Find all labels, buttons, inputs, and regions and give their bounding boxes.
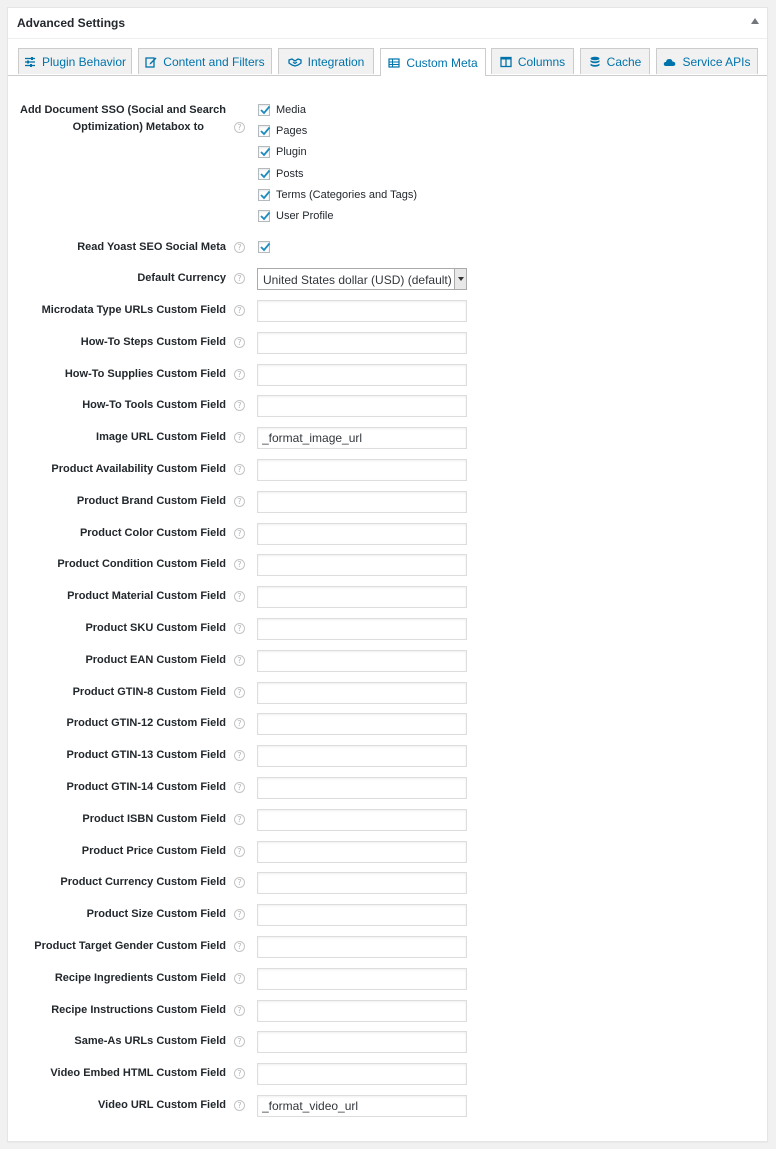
field-label: How-To Steps Custom Field — [80, 335, 226, 348]
help-icon[interactable]: ? — [234, 1036, 245, 1047]
custom-field-input[interactable] — [257, 1095, 467, 1117]
sso-option-label: User Profile — [276, 210, 334, 222]
cloud-icon — [663, 56, 676, 68]
custom-field-input[interactable] — [257, 523, 467, 545]
help-icon[interactable]: ? — [234, 814, 245, 825]
sso-option-checkbox[interactable] — [258, 146, 270, 158]
help-icon[interactable]: ? — [234, 591, 245, 602]
custom-field-input[interactable] — [257, 618, 467, 640]
sso-label-line2: Optimization) Metabox to — [72, 121, 204, 133]
field-label: Product Currency Custom Field — [60, 876, 226, 889]
help-icon[interactable]: ? — [234, 909, 245, 920]
field-label: How-To Tools Custom Field — [82, 399, 226, 412]
field-label: Product Price Custom Field — [81, 844, 226, 857]
field-label: Product Availability Custom Field — [51, 463, 226, 475]
help-icon[interactable]: ? — [234, 782, 245, 793]
field-label: Product Color Custom Field — [79, 526, 226, 539]
field-label: Product SKU Custom Field — [85, 622, 226, 634]
custom-field-input[interactable] — [257, 904, 467, 926]
custom-field-input[interactable] — [257, 554, 467, 576]
help-icon[interactable]: ? — [234, 750, 245, 761]
sso-option-checkbox[interactable] — [258, 125, 270, 137]
help-icon[interactable]: ? — [234, 718, 245, 729]
help-icon[interactable]: ? — [234, 400, 245, 411]
custom-field-input[interactable] — [257, 395, 467, 417]
custom-field-input[interactable] — [257, 682, 467, 704]
box-title: Advanced Settings — [17, 16, 126, 30]
sso-option-label: Pages — [276, 125, 308, 138]
tab-label: Integration — [307, 54, 365, 69]
sso-option-label: Plugin — [276, 146, 307, 159]
help-icon[interactable]: ? — [234, 1005, 245, 1016]
box-header — [8, 8, 767, 39]
help-icon[interactable]: ? — [234, 528, 245, 539]
custom-field-input[interactable] — [257, 650, 467, 672]
help-icon[interactable]: ? — [234, 687, 245, 698]
sso-option-checkbox[interactable] — [258, 189, 270, 201]
field-label: Image URL Custom Field — [96, 431, 226, 444]
tab-label: Content and Filters — [163, 54, 265, 69]
field-label: Same-As URLs Custom Field — [74, 1035, 226, 1048]
custom-field-input[interactable] — [257, 713, 467, 735]
field-label: Product GTIN-8 Custom Field — [72, 685, 226, 698]
sso-metabox-label — [20, 102, 226, 136]
sso-option-label: Terms (Categories and Tags) — [276, 188, 418, 201]
field-label: Product Size Custom Field — [86, 908, 226, 921]
tab-label: Custom Meta — [406, 55, 478, 70]
custom-field-input[interactable] — [257, 491, 467, 513]
help-icon[interactable]: ? — [234, 369, 245, 380]
tab-custom-meta[interactable] — [380, 48, 486, 76]
custom-field-input[interactable] — [257, 459, 467, 481]
field-label: Product GTIN-12 Custom Field — [66, 717, 226, 730]
custom-field-input[interactable] — [257, 1031, 467, 1053]
help-icon[interactable]: ? — [234, 655, 245, 666]
custom-field-input[interactable] — [257, 332, 467, 354]
sliders-icon — [24, 56, 36, 68]
custom-field-input[interactable] — [257, 809, 467, 831]
help-icon[interactable]: ? — [234, 122, 245, 133]
tab-cache[interactable] — [580, 48, 650, 74]
help-icon[interactable]: ? — [234, 242, 245, 253]
tab-integration[interactable] — [278, 48, 374, 74]
custom-field-input[interactable] — [257, 968, 467, 990]
help-icon[interactable]: ? — [234, 1100, 245, 1111]
advanced-settings-box — [7, 7, 768, 1142]
help-icon[interactable]: ? — [234, 496, 245, 507]
sso-option-label: Posts — [276, 167, 304, 180]
tab-label: Cache — [606, 54, 642, 69]
field-label: How-To Supplies Custom Field — [64, 367, 226, 380]
field-label: Product Condition Custom Field — [57, 558, 226, 571]
help-icon[interactable]: ? — [234, 973, 245, 984]
sso-option-label: Media — [276, 104, 306, 116]
field-label: Product GTIN-13 Custom Field — [66, 749, 226, 762]
help-icon[interactable]: ? — [234, 464, 245, 475]
tab-service-apis[interactable] — [656, 48, 758, 74]
help-icon[interactable]: ? — [234, 273, 245, 284]
field-label: Microdata Type URLs Custom Field — [41, 304, 226, 316]
custom-field-input[interactable] — [257, 936, 467, 958]
field-label: Product Brand Custom Field — [76, 494, 226, 507]
tab-plugin-behavior[interactable] — [18, 48, 132, 74]
currency-select-value: United States dollar (USD) (default) — [263, 273, 452, 287]
currency-select[interactable] — [257, 268, 467, 290]
field-label: Recipe Ingredients Custom Field — [54, 971, 226, 984]
tab-label: Service APIs — [682, 54, 751, 69]
field-label: Video URL Custom Field — [98, 1099, 226, 1111]
field-label: Product ISBN Custom Field — [82, 812, 226, 825]
custom-field-input[interactable] — [257, 300, 467, 322]
help-icon[interactable]: ? — [234, 559, 245, 570]
custom-field-input[interactable] — [257, 427, 467, 449]
tab-label: Columns — [517, 54, 566, 69]
field-label: Video Embed HTML Custom Field — [50, 1067, 226, 1080]
custom-field-input[interactable] — [257, 745, 467, 767]
help-icon[interactable]: ? — [234, 877, 245, 888]
custom-field-input[interactable] — [257, 586, 467, 608]
tab-label: Plugin Behavior — [41, 54, 127, 69]
columns-icon — [500, 56, 512, 68]
field-label: Product EAN Custom Field — [85, 653, 226, 666]
yoast-checkbox[interactable] — [258, 241, 270, 253]
help-icon[interactable]: ? — [234, 305, 245, 316]
help-icon[interactable]: ? — [234, 846, 245, 857]
custom-field-input[interactable] — [257, 872, 467, 894]
help-icon[interactable]: ? — [234, 337, 245, 348]
handshake-icon — [288, 56, 302, 68]
tab-bar — [8, 48, 767, 76]
collapse-toggle-icon[interactable] — [751, 18, 759, 24]
chevron-down-icon[interactable] — [454, 269, 466, 289]
custom-field-input[interactable] — [257, 841, 467, 863]
sso-option-checkbox[interactable] — [258, 210, 270, 222]
table-icon — [388, 57, 400, 69]
custom-field-input[interactable] — [257, 364, 467, 386]
custom-field-input[interactable] — [257, 1000, 467, 1022]
sso-option-checkbox[interactable] — [258, 168, 270, 180]
field-label: Product GTIN-14 Custom Field — [66, 781, 226, 793]
help-icon[interactable]: ? — [234, 432, 245, 443]
field-label: Recipe Instructions Custom Field — [51, 1003, 226, 1016]
sso-label-line1: Add Document SSO (Social and Search — [20, 104, 226, 116]
custom-field-input[interactable] — [257, 777, 467, 799]
database-icon — [589, 56, 601, 68]
custom-field-input[interactable] — [257, 1063, 467, 1085]
help-icon[interactable]: ? — [234, 1068, 245, 1079]
edit-icon — [145, 56, 157, 68]
field-label: Product Material Custom Field — [67, 590, 226, 603]
help-icon[interactable]: ? — [234, 941, 245, 952]
currency-label: Default Currency — [137, 272, 226, 284]
sso-option-checkbox[interactable] — [258, 104, 270, 116]
tab-content-and-filters[interactable] — [138, 48, 272, 74]
field-label: Product Target Gender Custom Field — [34, 940, 226, 952]
help-icon[interactable]: ? — [234, 623, 245, 634]
tab-columns[interactable] — [491, 48, 574, 74]
yoast-label: Read Yoast SEO Social Meta — [77, 241, 226, 253]
